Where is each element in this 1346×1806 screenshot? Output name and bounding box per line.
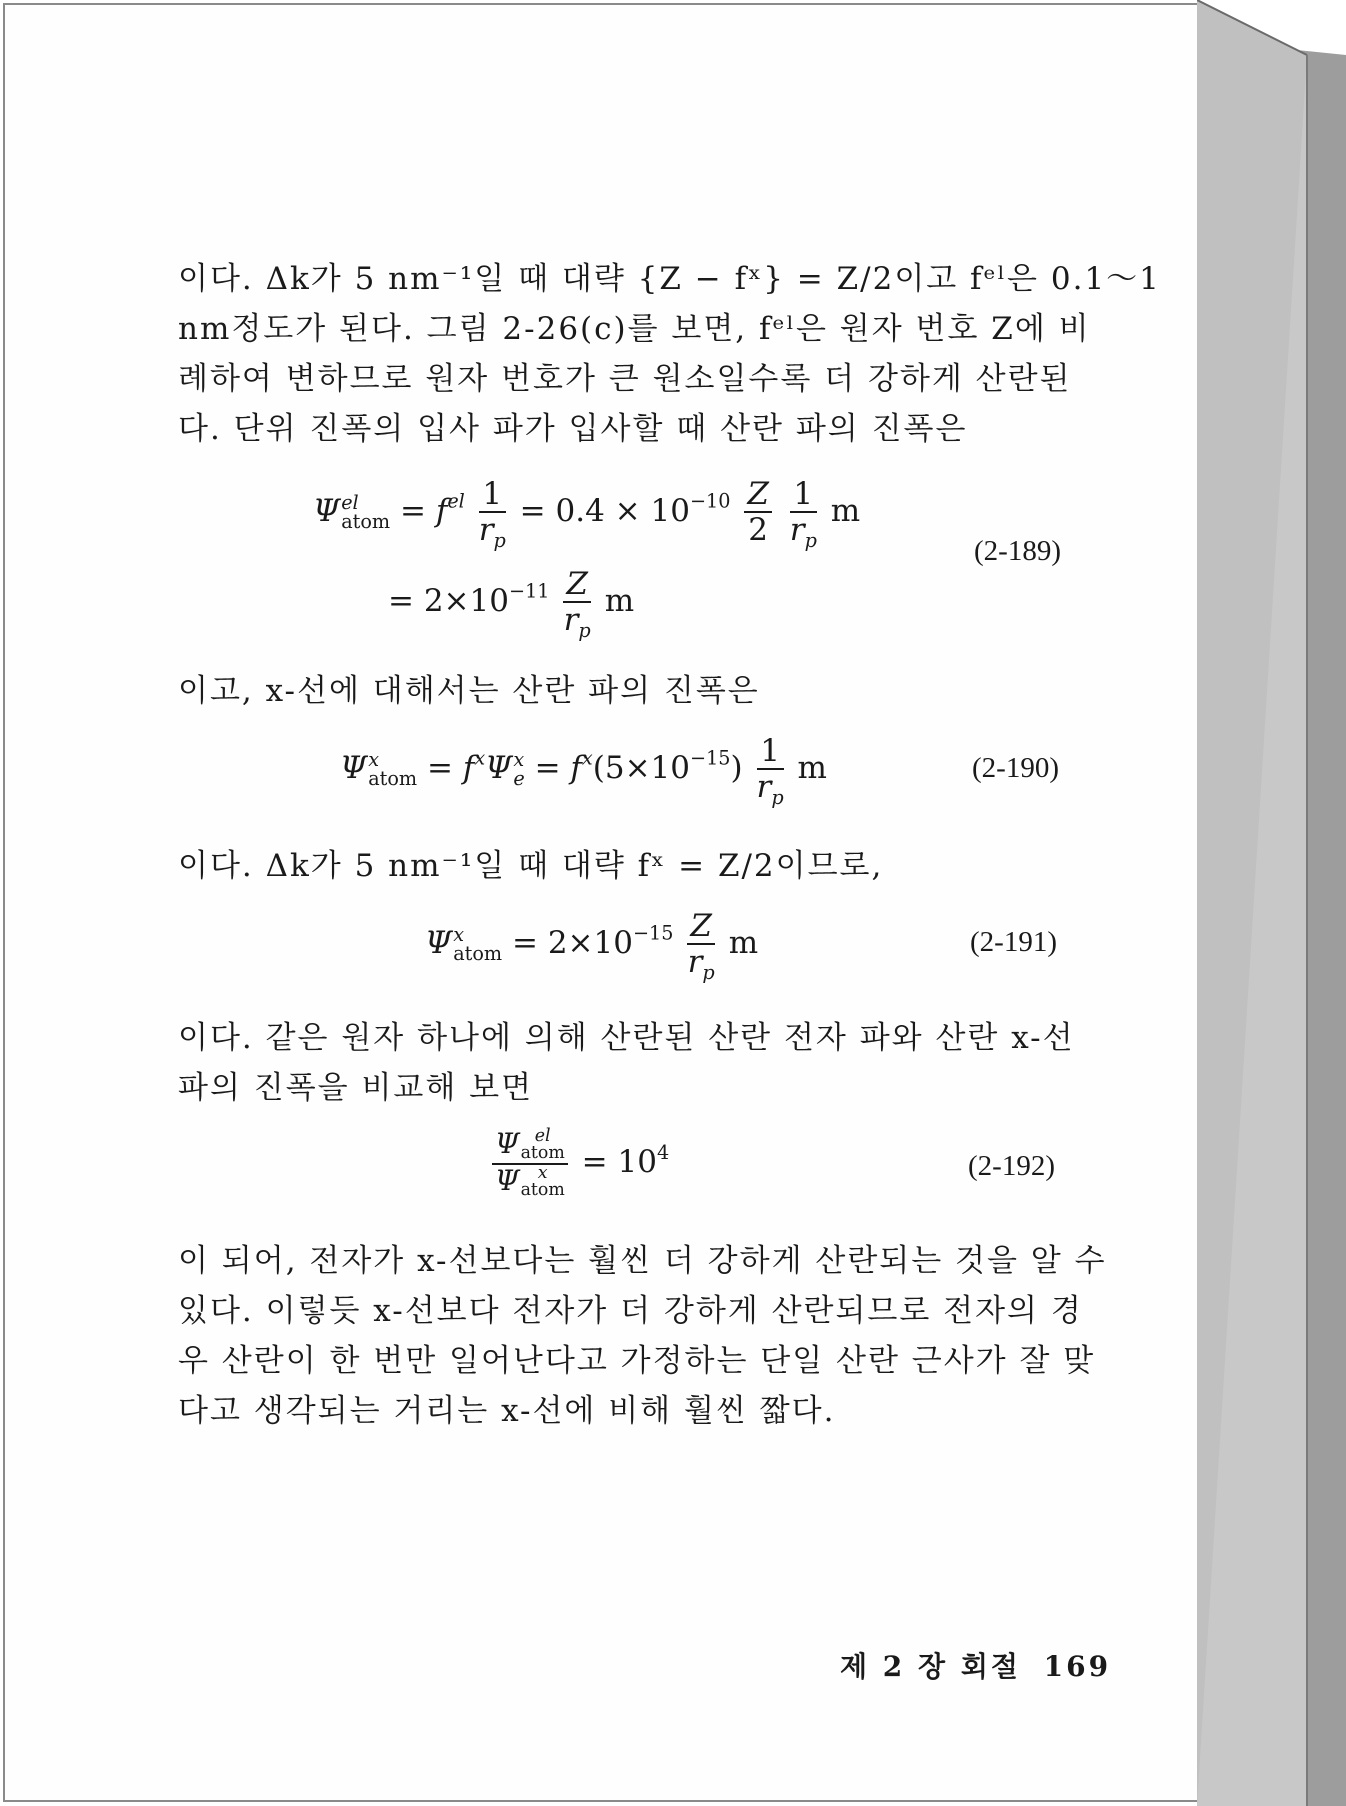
fraction (492, 1128, 568, 1199)
numerator: 1 (479, 478, 506, 513)
exponent: −10 (689, 489, 731, 513)
equation-2-189-line2 (388, 566, 635, 642)
superscript: x (474, 746, 486, 770)
fraction (756, 733, 784, 809)
subscript: atom (520, 1180, 565, 1201)
text-line: 이다. 같은 원자 하나에 의해 산란된 산란 전자 파와 산란 x-선 (178, 1020, 1075, 1056)
subscript: p (771, 785, 784, 809)
text-line: 이다. Δk가 5 nm⁻¹일 때 대략 {Z − fˣ} = Z/2이고 fᵉˡ은 0.1～1 (178, 261, 1161, 297)
page-number: 169 (1043, 1650, 1112, 1683)
fraction (789, 476, 817, 552)
fraction (478, 476, 506, 552)
equation-number: (2-192) (968, 1150, 1055, 1182)
subscript: atom (341, 510, 391, 534)
r-symbol: r (478, 511, 494, 548)
text-line: 이고, x-선에 대해서는 산란 파의 진폭은 (178, 673, 760, 709)
psi-symbol: Ψ (495, 1126, 520, 1160)
subscript: atom (368, 767, 418, 791)
numerator: 1 (790, 478, 817, 513)
coefficient: = 0.4 × 10 (519, 492, 690, 529)
f-symbol: f (570, 749, 582, 786)
Z-symbol: Z (747, 476, 769, 512)
equation-2-190 (340, 733, 827, 809)
rhs: = 10 (581, 1144, 657, 1181)
psi-symbol: Ψ (425, 924, 453, 961)
fraction (744, 478, 772, 547)
psi-symbol: Ψ (313, 492, 341, 529)
text-line: nm정도가 된다. 그림 2-26(c)를 보면, fᵉˡ은 원자 번호 Z에 비 (178, 311, 1091, 347)
fraction (563, 566, 591, 642)
Z-symbol: Z (566, 566, 588, 602)
unit: m (604, 582, 635, 619)
chapter-title: 제 2 장 회절 (840, 1650, 1021, 1683)
superscript: x (368, 748, 380, 772)
exponent: −15 (632, 921, 674, 945)
psi-symbol: Ψ (495, 1163, 520, 1197)
equals: = (399, 492, 426, 529)
superscript: x (581, 746, 593, 770)
psi-symbol: Ψ (485, 749, 513, 786)
superscript: x (537, 1162, 548, 1183)
equation-number: (2-190) (972, 752, 1059, 784)
exponent: −11 (508, 579, 550, 603)
denominator: 2 (748, 511, 768, 548)
superscript: el (341, 491, 359, 515)
text-line: 파의 진폭을 비교해 보면 (178, 1070, 534, 1106)
superscript: el (534, 1126, 551, 1146)
numerator: 1 (757, 735, 784, 770)
coefficient: = 2×10 (388, 582, 509, 619)
superscript: x (513, 748, 525, 772)
superscript: el (447, 489, 465, 513)
subscript: p (702, 960, 715, 984)
text-line: 있다. 이렇듯 x-선보다 전자가 더 강하게 산란되므로 전자의 경 (178, 1293, 1083, 1329)
unit: m (797, 749, 827, 786)
subscript: p (578, 618, 591, 642)
equals: = (534, 749, 561, 786)
subscript: p (493, 528, 506, 552)
exponent: −15 (690, 746, 731, 770)
r-symbol: r (687, 943, 703, 980)
subscript: e (513, 767, 525, 791)
coefficient: = 2×10 (511, 924, 633, 961)
equation-number: (2-189) (974, 535, 1061, 567)
superscript: x (453, 923, 465, 947)
page-edge-shading (1197, 0, 1346, 1806)
psi-symbol: Ψ (340, 749, 368, 786)
Z-symbol: Z (690, 908, 712, 944)
unit: m (728, 924, 759, 961)
subscript: p (804, 528, 817, 552)
subscript: atom (520, 1143, 565, 1164)
equation-2-189-line1 (313, 476, 861, 552)
r-symbol: r (563, 601, 579, 638)
equation-number: (2-191) (970, 926, 1057, 958)
text-line: 이다. Δk가 5 nm⁻¹일 때 대략 fˣ = Z/2이므로, (178, 848, 884, 884)
paren: ) (730, 749, 743, 786)
f-symbol: f (435, 492, 448, 529)
exponent: 4 (656, 1140, 670, 1164)
equation-2-192 (488, 1128, 669, 1199)
r-symbol: r (756, 768, 772, 805)
text-line: 우 산란이 한 번만 일어난다고 가정하는 단일 산란 근사가 잘 맞 (178, 1343, 1096, 1379)
text-line: 다고 생각되는 거리는 x-선에 비해 훨씬 짧다. (178, 1393, 836, 1429)
text-line: 례하여 변하므로 원자 번호가 큰 원소일수록 더 강하게 산란된 (178, 361, 1072, 397)
fraction (687, 908, 715, 984)
coefficient: (5×10 (592, 749, 690, 786)
equals: = (426, 749, 453, 786)
page-footer (840, 1645, 1111, 1685)
text-line: 이 되어, 전자가 x-선보다는 훨씬 더 강하게 산란되는 것을 알 수 (178, 1243, 1107, 1279)
equation-2-191 (425, 908, 759, 984)
r-symbol: r (789, 511, 805, 548)
text-line: 다. 단위 진폭의 입사 파가 입사할 때 산란 파의 진폭은 (178, 411, 968, 447)
unit: m (830, 492, 861, 529)
subscript: atom (453, 942, 503, 966)
f-symbol: f (462, 749, 475, 786)
